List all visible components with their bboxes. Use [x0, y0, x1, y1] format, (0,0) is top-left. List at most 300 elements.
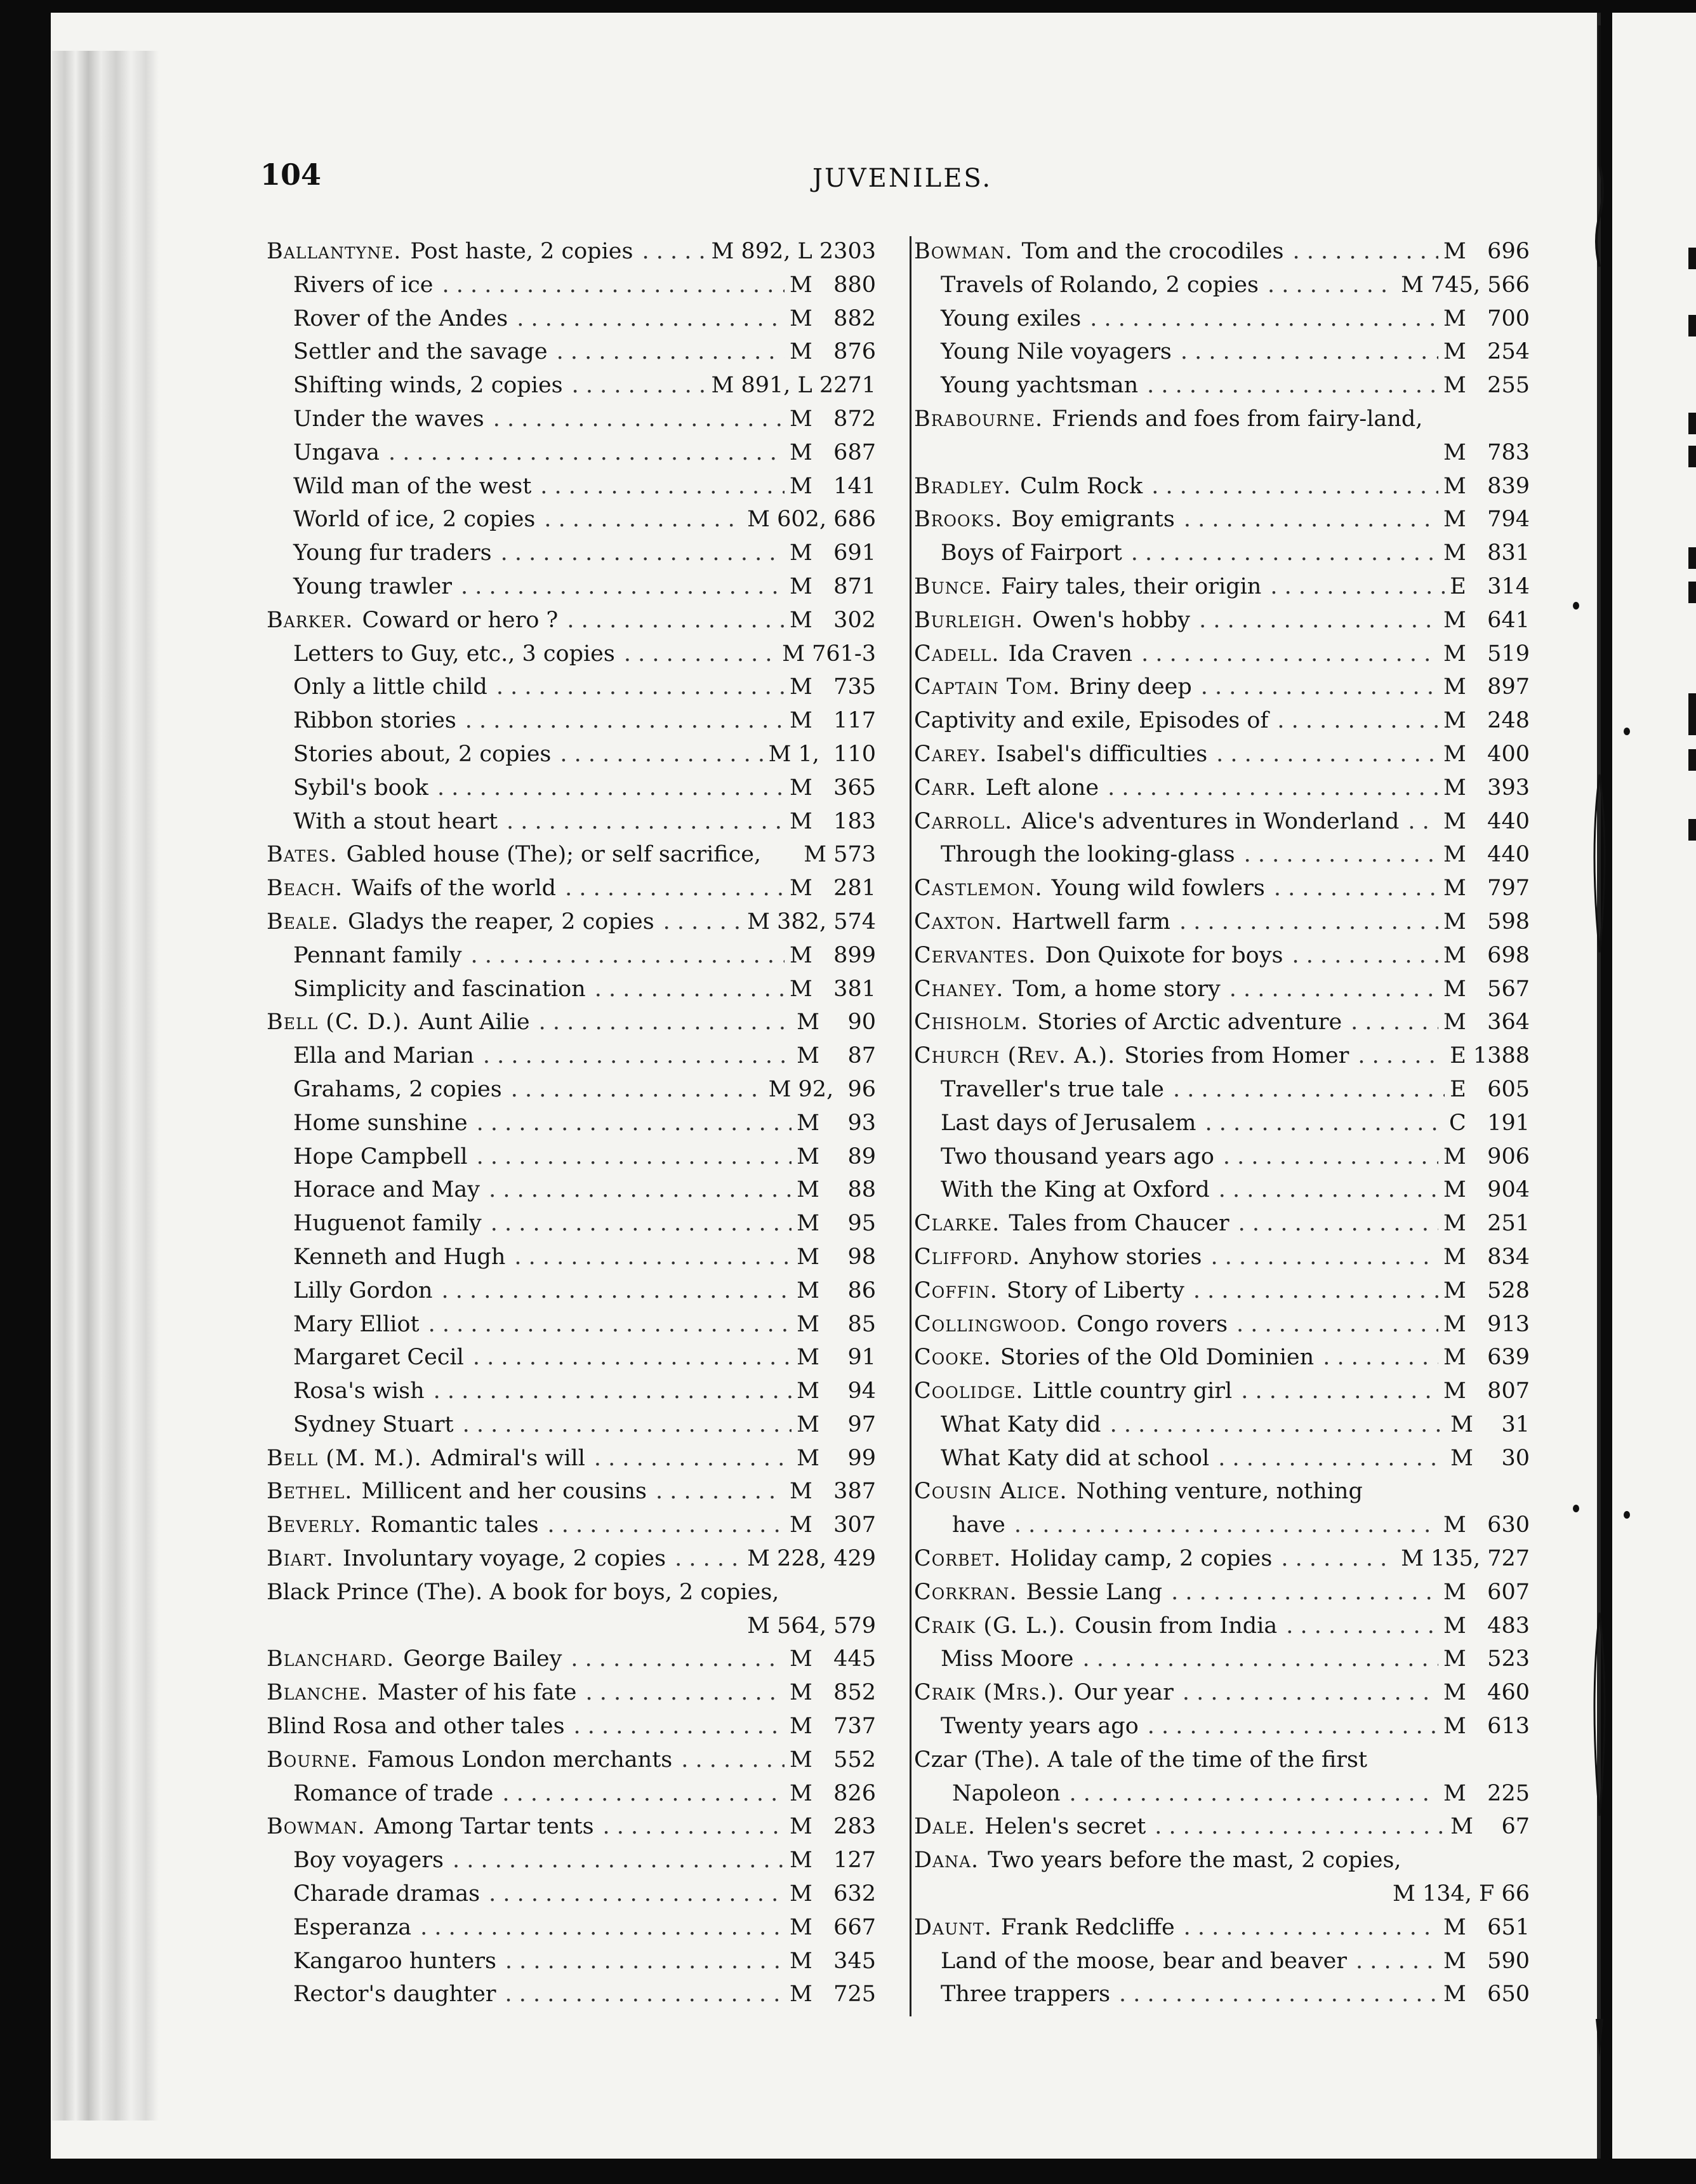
entry-title: Stories of the Old Dominien	[1000, 1345, 1315, 1371]
catalog-entry	[267, 1609, 876, 1643]
dot-leader	[1014, 1508, 1438, 1542]
dot-leader	[1155, 1810, 1445, 1844]
entry-shelf-ref: M 225	[1443, 1780, 1530, 1806]
catalog-entry	[267, 1140, 876, 1174]
catalog-entry	[914, 1375, 1530, 1408]
entry-title: Pennant family	[293, 942, 462, 968]
entry-shelf-ref: M 650	[1443, 1981, 1530, 2008]
entry-title: Friends and foes from fairy-land,	[1052, 406, 1423, 432]
entry-shelf-ref: M 254	[1443, 339, 1530, 365]
entry-shelf-ref: M 630	[1443, 1512, 1530, 1538]
dot-leader	[1184, 503, 1438, 536]
entry-shelf-ref: M 440	[1443, 842, 1530, 868]
entry-shelf-ref: M 607	[1443, 1579, 1530, 1605]
entry-author: Collingwood.	[914, 1311, 1068, 1337]
entry-title: Young fur traders	[293, 540, 492, 566]
entry-title: Home sunshine	[293, 1110, 468, 1136]
entry-shelf-ref: M 528	[1443, 1277, 1530, 1303]
dot-leader	[496, 670, 785, 704]
entry-title: Horace and May	[293, 1177, 480, 1203]
dot-leader	[585, 1676, 785, 1710]
entry-shelf-ref: M 460	[1443, 1680, 1530, 1706]
dot-leader	[1090, 302, 1438, 336]
catalog-entry	[914, 1308, 1530, 1342]
entry-shelf-ref: M 440	[1443, 808, 1530, 834]
entry-shelf-ref: M 141	[789, 473, 876, 499]
dot-leader	[1070, 1777, 1438, 1811]
entry-shelf-ref: M 255	[1443, 373, 1530, 399]
entry-title: Among Tartar tents	[374, 1814, 594, 1840]
dot-leader	[557, 335, 785, 369]
entry-title: Anyhow stories	[1029, 1244, 1202, 1270]
catalog-entry	[914, 1508, 1530, 1542]
entry-shelf-ref: M 382, 574	[747, 909, 876, 935]
entry-title: Famous London merchants	[367, 1747, 673, 1773]
catalog-entry	[267, 1877, 876, 1911]
facing-page-letter	[1688, 446, 1696, 467]
entry-author: Bates.	[267, 842, 338, 868]
dot-leader	[544, 503, 742, 536]
catalog-entry	[914, 1676, 1530, 1710]
catalog-entry	[914, 1107, 1530, 1140]
entry-author: Beach.	[267, 876, 343, 902]
dot-leader	[1323, 1341, 1438, 1375]
entry-shelf-ref: M 135, 727	[1401, 1546, 1530, 1572]
entry-title: Wild man of the west	[293, 473, 532, 499]
page-speck	[1573, 1505, 1579, 1512]
right-column	[914, 235, 1530, 2011]
facing-page-letter	[1688, 248, 1696, 269]
entry-title: Tom, a home story	[1012, 976, 1221, 1002]
dot-leader	[1268, 269, 1396, 302]
entry-shelf-ref: M 283	[789, 1814, 876, 1840]
catalog-entry	[267, 1508, 876, 1542]
catalog-entry	[267, 1978, 876, 2011]
entry-author: Coffin.	[914, 1277, 998, 1303]
dot-leader	[1193, 1274, 1438, 1308]
entry-shelf-ref: M 87	[797, 1043, 876, 1069]
entry-shelf-ref: M 700	[1443, 305, 1530, 331]
entry-author: Bell (C. D.).	[267, 1009, 410, 1035]
entry-shelf-ref: M 904	[1443, 1177, 1530, 1203]
dot-leader	[656, 1475, 785, 1508]
dot-leader	[1219, 1173, 1438, 1207]
dot-leader	[507, 805, 785, 839]
entry-title: Travels of Rolando, 2 copies	[941, 272, 1259, 298]
dot-leader	[1083, 1642, 1438, 1676]
entry-author: Clarke.	[914, 1211, 1000, 1237]
entry-title: Admiral's will	[430, 1445, 585, 1471]
catalog-entry	[267, 805, 876, 839]
entry-shelf-ref: E 314	[1450, 573, 1530, 599]
entry-author: Corbet.	[914, 1546, 1002, 1572]
entry-shelf-ref: M 745, 566	[1401, 272, 1530, 298]
entry-shelf-ref: C 191	[1449, 1110, 1530, 1136]
entry-author: Biart.	[267, 1546, 334, 1572]
entry-shelf-ref: M 691	[789, 540, 876, 566]
facing-page-edge	[1612, 13, 1696, 2159]
dot-leader	[491, 1207, 792, 1241]
catalog-entry	[267, 1308, 876, 1342]
entry-shelf-ref: M 393	[1443, 775, 1530, 801]
entry-shelf-ref: M 590	[1443, 1948, 1530, 1974]
entry-shelf-ref: M 831	[1443, 540, 1530, 566]
dot-leader	[465, 704, 785, 738]
entry-shelf-ref: M 839	[1443, 473, 1530, 499]
entry-author: Cooke.	[914, 1345, 991, 1371]
entry-title: Kenneth and Hugh	[293, 1244, 506, 1270]
entry-title: Miss Moore	[941, 1646, 1074, 1672]
entry-title: World of ice, 2 copies	[293, 507, 536, 533]
catalog-entry	[914, 872, 1530, 905]
entry-author: Cervantes.	[914, 942, 1037, 968]
entry-shelf-ref: M 92, 96	[768, 1076, 876, 1102]
entry-author: Chisholm.	[914, 1009, 1029, 1035]
dot-leader	[1108, 771, 1438, 805]
entry-author: Chaney.	[914, 976, 1004, 1002]
dot-leader	[1216, 738, 1438, 771]
catalog-entry	[914, 1945, 1530, 1978]
catalog-entry	[267, 1408, 876, 1442]
dot-leader	[489, 1877, 785, 1911]
entry-title: Napoleon	[952, 1780, 1061, 1806]
dot-leader	[420, 1911, 785, 1945]
dot-leader	[681, 1743, 785, 1777]
catalog-entry	[267, 1006, 876, 1039]
catalog-entry	[914, 235, 1530, 269]
entry-shelf-ref: M 88	[797, 1177, 876, 1203]
entry-title: Alice's adventures in Wonderland	[1021, 808, 1400, 834]
entry-shelf-ref: M 687	[789, 439, 876, 465]
entry-shelf-ref: M 85	[797, 1311, 876, 1337]
catalog-entry	[914, 637, 1530, 671]
dot-leader	[1293, 235, 1438, 269]
dot-leader	[1281, 1542, 1396, 1576]
catalog-entry	[914, 269, 1530, 302]
entry-shelf-ref: M 564, 579	[747, 1613, 876, 1639]
left-column	[267, 235, 876, 2011]
entry-title: Land of the moose, bear and beaver	[941, 1948, 1348, 1974]
entry-title: Millicent and her cousins	[361, 1479, 647, 1505]
entry-title: Ribbon stories	[293, 708, 456, 734]
entry-shelf-ref: M 519	[1443, 641, 1530, 667]
catalog-entry	[267, 1274, 876, 1308]
catalog-entry	[267, 1341, 876, 1375]
entry-title: Congo rovers	[1077, 1311, 1228, 1337]
entry-title: Rover of the Andes	[293, 305, 508, 331]
catalog-entry	[267, 470, 876, 503]
entry-title: Shifting winds, 2 copies	[293, 373, 563, 399]
entry-shelf-ref: M 345	[789, 1948, 876, 1974]
entry-title: Tales from Chaucer	[1009, 1211, 1229, 1237]
catalog-entry	[914, 1911, 1530, 1945]
entry-title: Don Quixote for boys	[1045, 942, 1283, 968]
entry-shelf-ref: M 761-3	[782, 641, 876, 667]
dot-leader	[442, 1274, 792, 1308]
entry-shelf-ref: M 98	[797, 1244, 876, 1270]
catalog-entry	[914, 1844, 1530, 1877]
dot-leader	[453, 1844, 785, 1877]
dot-leader	[1236, 1308, 1438, 1342]
entry-shelf-ref: M 891, L 2271	[711, 373, 876, 399]
catalog-entry	[914, 939, 1530, 973]
dot-leader	[1110, 1408, 1446, 1442]
dot-leader	[603, 1810, 785, 1844]
entry-shelf-ref: M 127	[789, 1848, 876, 1874]
entry-title: Ida Craven	[1008, 641, 1133, 667]
dot-leader	[434, 1375, 792, 1408]
entry-shelf-ref: M 365	[789, 775, 876, 801]
entry-title: Our year	[1073, 1680, 1174, 1706]
catalog-entry	[267, 1777, 876, 1811]
entry-shelf-ref: M 117	[789, 708, 876, 734]
entry-author: Blanche.	[267, 1680, 369, 1706]
catalog-entry	[267, 637, 876, 671]
catalog-entry	[267, 939, 876, 973]
entry-shelf-ref: M 307	[789, 1512, 876, 1538]
entry-shelf-ref: M 30	[1450, 1445, 1530, 1471]
entry-title: Aunt Ailie	[418, 1009, 530, 1035]
entry-shelf-ref: M 97	[797, 1411, 876, 1437]
column-rule	[910, 236, 911, 2016]
facing-page-letter	[1688, 413, 1696, 434]
dot-leader	[1238, 1207, 1438, 1241]
dot-leader	[1205, 1107, 1444, 1140]
entry-title: Culm Rock	[1020, 473, 1143, 499]
facing-page-letter	[1688, 714, 1696, 735]
entry-title: Ungava	[293, 439, 380, 465]
catalog-entry	[914, 536, 1530, 570]
catalog-entry	[267, 1542, 876, 1576]
entry-shelf-ref: M 523	[1443, 1646, 1530, 1672]
dot-leader	[1286, 1609, 1438, 1643]
entry-shelf-ref: M 302	[789, 607, 876, 633]
entry-title: Huguenot family	[293, 1211, 482, 1237]
facing-page-letter	[1688, 547, 1696, 569]
catalog-entry	[267, 1475, 876, 1508]
catalog-entry	[267, 369, 876, 403]
entry-title: Rector's daughter	[293, 1981, 496, 2008]
entry-shelf-ref: E 605	[1450, 1076, 1530, 1102]
running-head: JUVENILES.	[812, 164, 993, 193]
entry-title: Grahams, 2 copies	[293, 1076, 502, 1102]
entry-shelf-ref: M 651	[1443, 1914, 1530, 1940]
entry-title: Coward or hero ?	[362, 607, 559, 633]
catalog-entry	[914, 704, 1530, 738]
facing-page-letter	[1688, 819, 1696, 841]
catalog-entry	[267, 302, 876, 336]
catalog-entry	[914, 604, 1530, 637]
entry-author: Bowman.	[914, 239, 1013, 264]
catalog-entry	[267, 403, 876, 436]
catalog-entry	[267, 738, 876, 771]
entry-shelf-ref: M 641	[1443, 607, 1530, 633]
entry-shelf-ref: M 735	[789, 674, 876, 700]
catalog-entry	[914, 1475, 1530, 1508]
entry-shelf-ref: M 725	[789, 1981, 876, 2008]
dot-leader	[1351, 1006, 1438, 1039]
entry-author: Corkran.	[914, 1579, 1017, 1605]
catalog-entry	[914, 1408, 1530, 1442]
catalog-entry	[914, 369, 1530, 403]
catalog-entry	[267, 1576, 876, 1609]
entry-shelf-ref: M 183	[789, 808, 876, 834]
catalog-entry	[914, 1542, 1530, 1576]
entry-author: Carey.	[914, 741, 988, 767]
entry-title: Three trappers	[941, 1981, 1111, 2008]
dot-leader	[1277, 704, 1438, 738]
entry-shelf-ref: M 281	[789, 876, 876, 902]
entry-shelf-ref: M 602, 686	[747, 507, 876, 533]
entry-title: Sybil's book	[293, 775, 429, 801]
entry-title: Lilly Gordon	[293, 1277, 433, 1303]
catalog-entry	[267, 604, 876, 637]
entry-title: Gladys the reaper, 2 copies	[348, 909, 654, 935]
entry-shelf-ref: M 696	[1443, 239, 1530, 264]
entry-shelf-ref: M 737	[789, 1714, 876, 1740]
entry-author: Caxton.	[914, 909, 1003, 935]
facing-page-letter	[1688, 582, 1696, 603]
dot-leader	[1356, 1945, 1438, 1978]
entry-title: Only a little child	[293, 674, 487, 700]
dot-leader	[1358, 1039, 1445, 1073]
entry-author: Captain Tom.	[914, 674, 1061, 700]
entry-author: Church (Rev. A.).	[914, 1043, 1116, 1069]
catalog-entry	[267, 1810, 876, 1844]
entry-author: Castlemon.	[914, 876, 1043, 902]
entry-author: Clifford.	[914, 1244, 1021, 1270]
dot-leader	[1223, 1140, 1438, 1174]
catalog-entry	[914, 1341, 1530, 1375]
dot-leader	[517, 302, 785, 336]
entry-title: Through the looking-glass	[941, 842, 1235, 868]
dot-leader	[1199, 604, 1438, 637]
entry-title: Briny deep	[1069, 674, 1192, 700]
catalog-entry	[914, 1039, 1530, 1073]
entry-title: Left alone	[985, 775, 1099, 801]
catalog-entry	[914, 1576, 1530, 1609]
entry-author: Carroll.	[914, 808, 1013, 834]
dot-leader	[483, 1039, 792, 1073]
catalog-entry	[914, 771, 1530, 805]
catalog-entry	[267, 335, 876, 369]
entry-title: Young trawler	[293, 573, 453, 599]
catalog-entry	[267, 1073, 876, 1107]
dot-leader	[502, 1777, 785, 1811]
entry-title: Twenty years ago	[941, 1714, 1139, 1740]
dot-leader	[1141, 637, 1438, 671]
entry-title: Captivity and exile, Episodes of	[914, 708, 1269, 734]
catalog-entry	[267, 1207, 876, 1241]
entry-shelf-ref: M 834	[1443, 1244, 1530, 1270]
dot-leader	[642, 235, 706, 269]
catalog-entry	[914, 1073, 1530, 1107]
dot-leader	[539, 1006, 792, 1039]
entry-author: Craik (G. L.).	[914, 1613, 1066, 1639]
dot-leader	[624, 637, 777, 671]
entry-shelf-ref: M 872	[789, 406, 876, 432]
dot-leader	[571, 1642, 785, 1676]
entry-title: What Katy did	[941, 1411, 1101, 1437]
entry-shelf-ref: M 31	[1450, 1411, 1530, 1437]
entry-shelf-ref: M 67	[1450, 1814, 1530, 1840]
entry-author: Bradley.	[914, 473, 1012, 499]
dot-leader	[594, 1442, 792, 1475]
catalog-entry	[914, 1710, 1530, 1743]
entry-title: Charade dramas	[293, 1881, 480, 1907]
entry-shelf-ref: M 880	[789, 272, 876, 298]
entry-title: Stories of Arctic adventure	[1037, 1009, 1342, 1035]
entry-shelf-ref: M 95	[797, 1211, 876, 1237]
entry-shelf-ref: M 906	[1443, 1143, 1530, 1169]
catalog-entry	[914, 838, 1530, 872]
entry-title: Settler and the savage	[293, 339, 548, 365]
entry-author: Craik (Mrs.).	[914, 1680, 1065, 1706]
dot-leader	[1218, 1442, 1445, 1475]
facing-page-letter	[1688, 749, 1696, 771]
dot-leader	[501, 536, 785, 570]
entry-title: Young Nile voyagers	[941, 339, 1172, 365]
dot-leader	[675, 1542, 742, 1576]
dot-leader	[1184, 1911, 1438, 1945]
catalog-entry	[914, 403, 1530, 436]
dot-leader	[473, 1341, 792, 1375]
catalog-entry	[914, 1777, 1530, 1811]
catalog-entry	[914, 436, 1530, 470]
entry-title: Hope Campbell	[293, 1143, 468, 1169]
dot-leader	[505, 1945, 785, 1978]
entry-author: Bowman.	[267, 1814, 366, 1840]
dot-leader	[1201, 670, 1438, 704]
entry-title: What Katy did at school	[941, 1445, 1210, 1471]
entry-title: Helen's secret	[984, 1814, 1146, 1840]
entry-author: Bethel.	[267, 1479, 353, 1505]
entry-shelf-ref: M 552	[789, 1747, 876, 1773]
book-gutter	[52, 51, 159, 2121]
dot-leader	[1151, 470, 1438, 503]
entry-title: Boy emigrants	[1011, 507, 1175, 533]
entry-title: Sydney Stuart	[293, 1411, 454, 1437]
entry-shelf-ref: M 93	[797, 1110, 876, 1136]
entry-title: Young yachtsman	[941, 373, 1139, 399]
entry-shelf-ref: M 134, F 66	[1393, 1881, 1530, 1907]
entry-title: With the King at Oxford	[941, 1177, 1210, 1203]
catalog-entry	[914, 670, 1530, 704]
entry-title: Two thousand years ago	[941, 1143, 1214, 1169]
dot-leader	[471, 939, 785, 973]
catalog-entry	[914, 1241, 1530, 1274]
entry-shelf-ref: M 913	[1443, 1311, 1530, 1337]
catalog-entry	[914, 738, 1530, 771]
dot-leader	[1148, 1710, 1438, 1743]
dot-leader	[463, 1408, 792, 1442]
dot-leader	[1131, 536, 1438, 570]
catalog-entry	[914, 973, 1530, 1006]
entry-shelf-ref: M 794	[1443, 507, 1530, 533]
entry-title: Little country girl	[1032, 1378, 1233, 1404]
catalog-entry	[267, 1945, 876, 1978]
dot-leader	[1173, 1073, 1445, 1107]
catalog-entry	[267, 269, 876, 302]
entry-title: Ella and Marian	[293, 1043, 474, 1069]
catalog-entry	[914, 1743, 1530, 1777]
page-speck	[1624, 1511, 1630, 1519]
entry-title: Frank Redcliffe	[1000, 1914, 1175, 1940]
entry-shelf-ref: M 248	[1443, 708, 1530, 734]
catalog-entry	[267, 1844, 876, 1877]
dot-leader	[548, 1508, 785, 1542]
dot-leader	[477, 1140, 792, 1174]
